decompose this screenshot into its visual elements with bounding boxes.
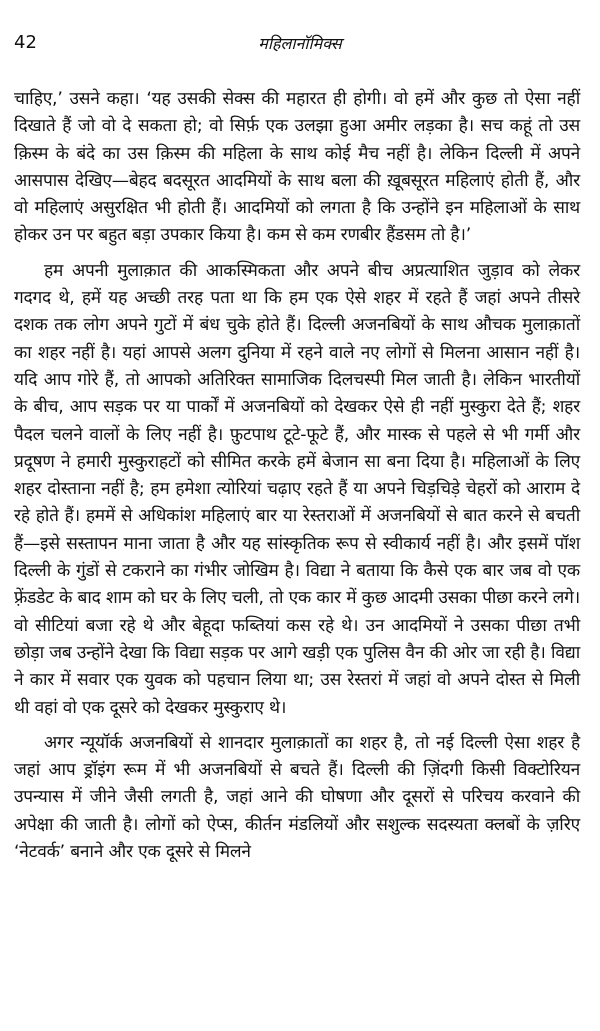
page-number: 42 (14, 32, 37, 53)
paragraph-2: हम अपनी मुलाक़ात की आकस्मिकता और अपने बीच अप्रत्याशित जुड़ाव को लेकर गदगद थे, हमें यह अच्छी तरह पता था कि हम एक ऐसे शहर में रहते हैं जहां अपने तीसरे दशक तक लोग अपने गुटों में बंध चुके होते हैं। दिल्ली अजनबियों के साथ औचक मुलाक़ातों का शहर नहीं है। यहां आपसे अलग दुनिया में रहने वाले नए लोगों से मिलना आसान नहीं है। यदि आप गोरे हैं, तो आपको अतिरिक्त सामाजिक दिलचस्पी मिल जाती है। लेकिन भारतीयों के बीच, आप सड़क पर या पार्कों में अजनबियों को देखकर ऐसे ही नहीं मुस्कुरा देते हैं; शहर पैदल चलने वालों के लिए नहीं है। फ़ुटपाथ टूटे-फूटे हैं, और मास्क से पहले से भी गर्मी और प्रदूषण ने हमारी मुस्कुराहटों को सीमित करके हमें बेजान सा बना दिया है। महिलाओं के लिए शहर दोस्ताना नहीं है; हम हमेशा त्योरियां चढ़ाए रहते हैं या अपने चिड़चिड़े चेहरों को आराम दे रहे होते हैं। हममें से अधिकांश महिलाएं बार या रेस्तराओं में अजनबियों से बात करने से बचती हैं—इसे सस्तापन माना जाता है और यह सांस्कृतिक रूप से स्वीकार्य नहीं है। और इसमें पॉश दिल्ली के गुंडों से टकराने का गंभीर जोखिम है। विद्या ने बताया कि कैसे एक बार जब वो एक फ़्रेंडडेट के बाद शाम को घर के लिए चली, तो एक कार में कुछ आदमी उसका पीछा करने लगे। वो सीटियां बजा रहे थे और बेहूदा फब्तियां कस रहे थे। उन आदमियों ने उसका पीछा तभी छोड़ा जब उन्होंने देखा कि विद्या सड़क पर आगे खड़ी एक पुलिस वैन की ओर जा रही है। विद्या ने कार में सवार एक युवक को पहचान लिया था; उस रेस्तरां में जहां वो अपने दोस्त से मिली थी वहां वो एक दूसरे को देखकर मुस्कुराए थे। (14, 260, 580, 718)
body-text (14, 86, 580, 874)
running-title: महिलानॉमिक्स (258, 34, 342, 53)
page-header (0, 30, 600, 60)
paragraph-3: अगर न्यूयॉर्क अजनबियों से शानदार मुलाक़ातों का शहर है, तो नई दिल्ली ऐसा शहर है जहां आप ड्रॉइंग रूम में भी अजनबियों से बचते हैं। दिल्ली की ज़िंदगी किसी विक्टोरियन उपन्यास में जीने जैसी लगती है, जहां आने की घोषणा और दूसरों से परिचय करवाने की अपेक्षा की जाती है। लोगों को ऐप्स, कीर्तन मंडलियों और सशुल्क सदस्यता क्लबों के ज़रिए ‘नेटवर्क’ बनाने और एक दूसरे से मिलने (14, 732, 580, 863)
paragraph-1: चाहिए,’ उसने कहा। ‘यह उसकी सेक्स की महारत ही होगी। वो हमें और कुछ तो ऐसा नहीं दिखाते हैं जो वो दे सकता हो; वो सिर्फ़ एक उलझा हुआ अमीर लड़का है। सच कहूं तो उस क़िस्म के बंदे का उस क़िस्म की महिला के साथ कोई मैच नहीं है। लेकिन दिल्ली में अपने आसपास देखिए—बेहद बदसूरत आदमियों के साथ बला की ख़ूबसूरत महिलाएं होती हैं, और वो महिलाएं असुरक्षित भी होती हैं। आदमियों को लगता है कि उन्होंने इन महिलाओं के साथ होकर उन पर बहुत बड़ा उपकार किया है। कम से कम रणबीर हैंडसम तो है।’ (14, 89, 580, 246)
